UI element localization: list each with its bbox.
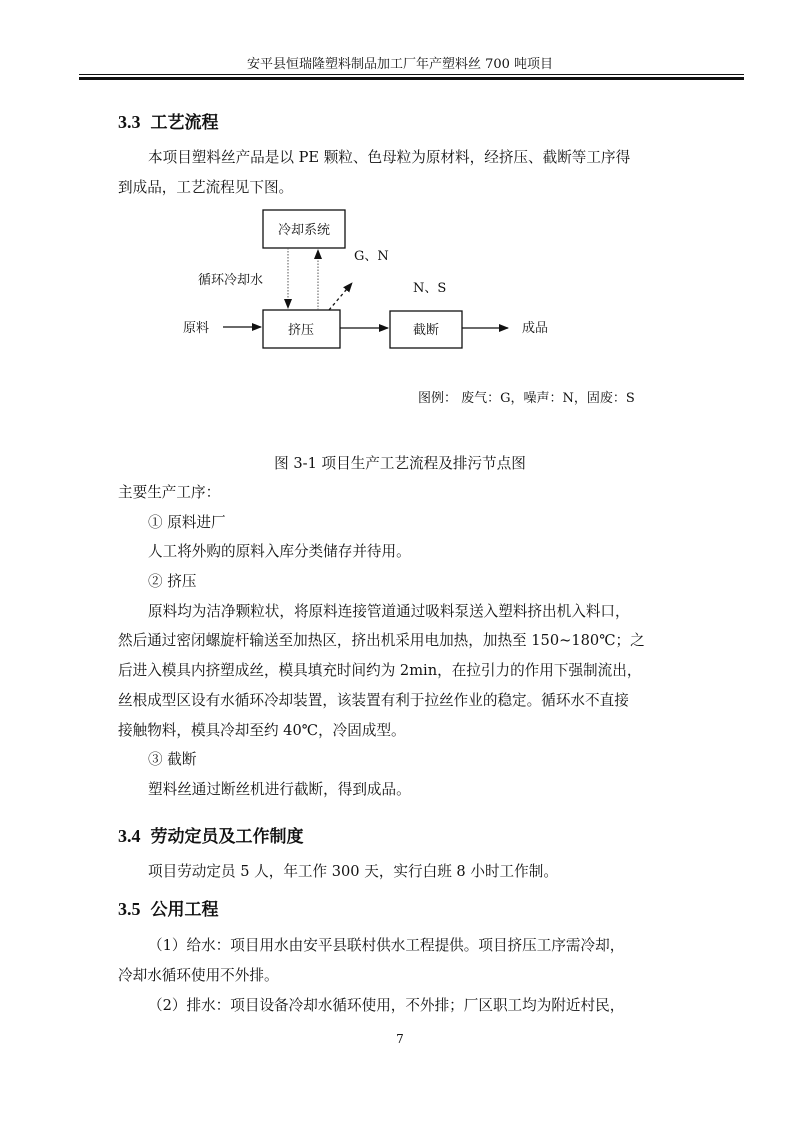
section-number: 3.3	[118, 112, 141, 132]
section-heading-3-4	[118, 822, 304, 847]
running-header: 安平县恒瑞隆塑料制品加工厂年产塑料丝 700 吨项目	[246, 57, 554, 72]
section-title: 工艺流程	[150, 113, 219, 133]
raw-material-label: 原料	[183, 321, 210, 336]
step-2-line-3: 后进入模具内挤塑成丝，模具填充时间约为 2min，在拉引力的作用下强制流出，	[118, 662, 642, 679]
section-number: 3.5	[118, 899, 141, 919]
cutting-label: 截断	[412, 323, 440, 338]
step-3-text: 塑料丝通过断丝机进行截断，得到成品。	[148, 781, 411, 798]
labor-text: 项目劳动定员 5 人，年工作 300 天，实行白班 8 小时工作制。	[148, 863, 558, 880]
water-supply-line-1: （1）给水：项目用水由安平县联村供水工程提供。项目挤压工序需冷却，	[148, 937, 625, 954]
emission-ns-label: N、S	[413, 281, 447, 296]
extrusion-label: 挤压	[287, 323, 315, 338]
step-2-line-2: 然后通过密闭螺旋杆输送至加热区，挤出机采用电加热，加热至 150~180℃；之	[118, 632, 645, 649]
page-number: 7	[396, 1032, 404, 1046]
intro-line-2: 到成品，工艺流程见下图。	[118, 179, 294, 196]
figure-caption: 图 3-1 项目生产工艺流程及排污节点图	[274, 455, 526, 472]
drainage-line-1: （2）排水：项目设备冷却水循环使用，不外排；厂区职工均为附近村民，	[148, 997, 625, 1014]
product-label: 成品	[522, 321, 549, 336]
emission-dashed-arrow	[329, 283, 352, 310]
section-title: 劳动定员及工作制度	[150, 827, 304, 847]
process-heading: 主要生产工序：	[118, 484, 221, 501]
cooling-system-label: 冷却系统	[277, 223, 331, 238]
emission-gn-label: G、N	[354, 249, 389, 264]
process-flow-diagram	[0, 0, 800, 380]
section-heading-3-5	[118, 895, 219, 920]
step-2-line-5: 接触物料，模具冷却至约 40℃，冷固成型。	[118, 722, 406, 739]
step-3-title: ③ 截断	[148, 751, 197, 768]
step-2-line-1: 原料均为洁净颗粒状，将原料连接管道通过吸料泵送入塑料挤出机入料口，	[148, 603, 630, 620]
diagram-legend: 图例： 废气：G，噪声：N，固废：S	[418, 391, 635, 406]
step-2-line-4: 丝根成型区设有水循环冷却装置，该装置有利于拉丝作业的稳定。循环水不直接	[118, 692, 629, 709]
step-1-title: ① 原料进厂	[148, 514, 226, 531]
section-title: 公用工程	[150, 900, 219, 920]
step-1-text: 人工将外购的原料入库分类储存并待用。	[148, 543, 411, 560]
intro-line-1: 本项目塑料丝产品是以 PE 颗粒、色母粒为原材料，经挤压、截断等工序得	[148, 149, 631, 166]
section-number: 3.4	[118, 826, 141, 846]
cooling-water-label: 循环冷却水	[198, 273, 264, 288]
step-2-title: ② 挤压	[148, 573, 197, 590]
water-supply-line-2: 冷却水循环使用不外排。	[118, 967, 279, 984]
